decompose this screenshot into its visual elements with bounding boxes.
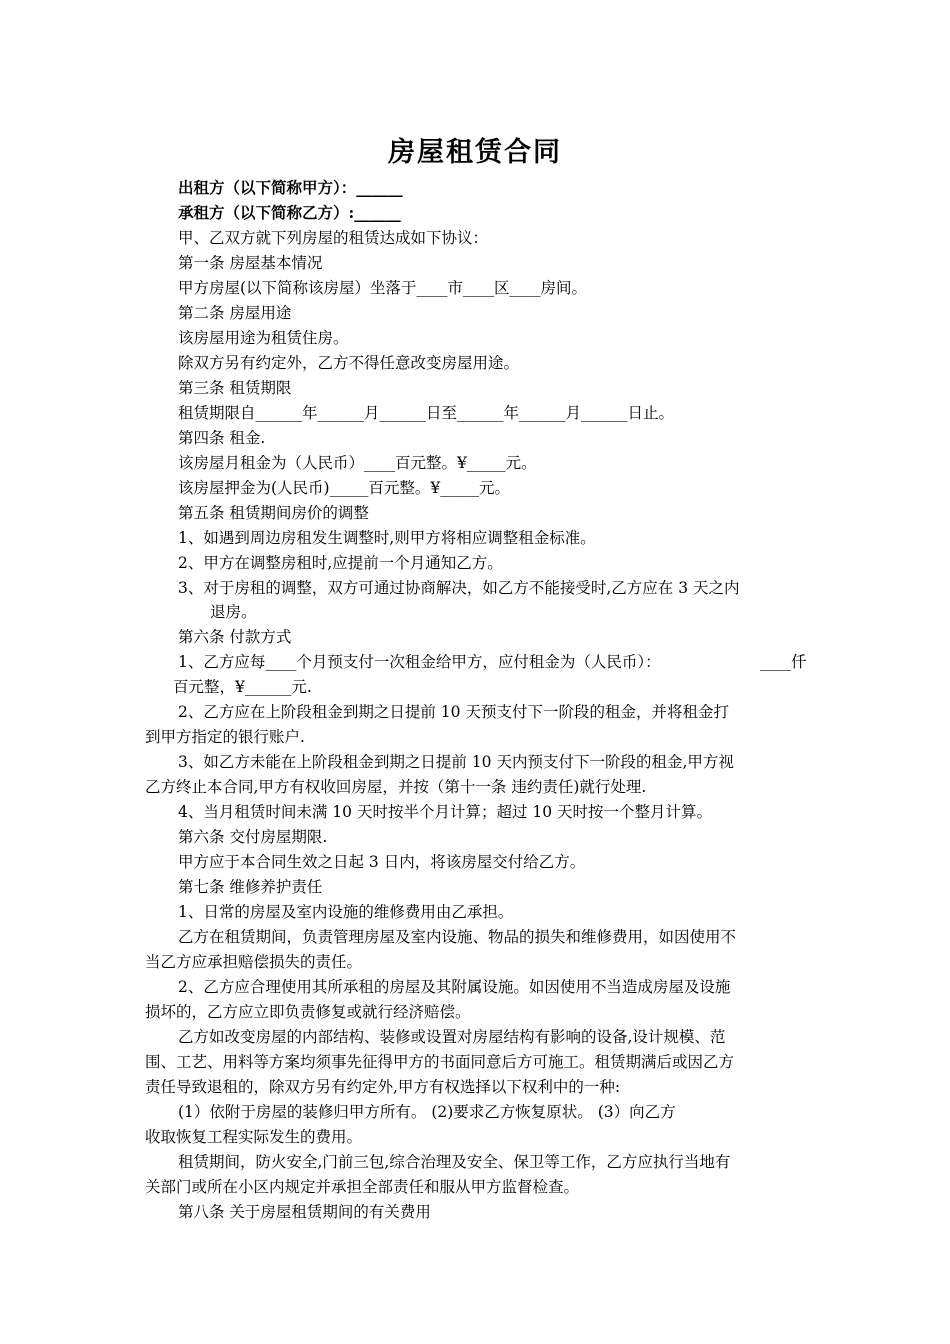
article-7-para-3-cont: 关部门或所在小区内规定并承担全部责任和服从甲方监督检查。 <box>145 1178 580 1196</box>
article-1-text: 甲方房屋(以下简称该房屋）坐落于____市____区____房间。 <box>178 279 588 297</box>
article-2-text-2: 除双方另有约定外，乙方不得任意改变房屋用途。 <box>178 354 520 372</box>
lessee-line: 承租方（以下简称乙方）:______ <box>178 203 401 222</box>
intro-line: 甲、乙双方就下列房屋的租赁达成如下协议： <box>178 229 489 247</box>
article-7-para-2: 乙方如改变房屋的内部结构、装修或设置对房屋结构有影响的设备,设计规模、范 <box>178 1028 726 1046</box>
article-7-para-2-cont-1: 围、工艺、用料等方案均须事先征得甲方的书面同意后方可施工。租赁期满后或因乙方 <box>145 1053 735 1071</box>
article-7-para-1: 乙方在租赁期间，负责管理房屋及室内设施、物品的损失和维修费用，如因使用不 <box>178 928 737 946</box>
article-6-item-3: 3、如乙方未能在上阶段租金到期之日提前 10 天内预支付下一阶段的租金,甲方视 <box>178 753 734 771</box>
article-5-item-1: 1、如遇到周边房租发生调整时,则甲方将相应调整租金标准。 <box>178 529 596 547</box>
article-6-item-1-amount: ____仟 <box>760 653 807 671</box>
article-7-options: (1）依附于房屋的装修归甲方所有。 (2)要求乙方恢复原状。 (3）向乙方 <box>178 1103 676 1121</box>
article-4-rent: 该房屋月租金为（人民币）____百元整。¥_____元。 <box>178 454 537 472</box>
article-3-text: 租赁期限自______年______月______日至______年______月______日止。 <box>178 404 675 422</box>
article-7-heading: 第七条 维修养护责任 <box>178 878 323 896</box>
article-6b-heading: 第六条 交付房屋期限. <box>178 828 328 846</box>
article-7-item-2-cont: 损坏的，乙方应立即负责修复或就行经济赔偿。 <box>145 1003 471 1021</box>
article-6b-text: 甲方应于本合同生效之日起 3 日内，将该房屋交付给乙方。 <box>178 853 586 871</box>
article-6-item-2-cont: 到甲方指定的银行账户. <box>145 728 305 746</box>
article-2-text-1: 该房屋用途为租赁住房。 <box>178 329 349 347</box>
article-3-heading: 第三条 租赁期限 <box>178 379 292 397</box>
article-7-options-cont: 收取恢复工程实际发生的费用。 <box>145 1128 363 1146</box>
article-6-heading: 第六条 付款方式 <box>178 628 292 646</box>
article-5-item-3: 3、对于房租的调整，双方可通过协商解决，如乙方不能接受时,乙方应在 3 天之内 <box>178 579 740 597</box>
article-7-item-2: 2、乙方应合理使用其所承租的房屋及其附属设施。如因使用不当造成房屋及设施 <box>178 978 731 996</box>
article-5-heading: 第五条 租赁期间房价的调整 <box>178 504 369 522</box>
article-1-heading: 第一条 房屋基本情况 <box>178 254 323 272</box>
article-6-item-2: 2、乙方应在上阶段租金到期之日提前 10 天预支付下一阶段的租金，并将租金打 <box>178 703 729 721</box>
article-7-para-1-cont: 当乙方应承担赔偿损失的责任。 <box>145 953 363 971</box>
lessor-line: 出租方（以下简称甲方）：______ <box>178 178 403 197</box>
article-8-heading: 第八条 关于房屋租赁期间的有关费用 <box>178 1203 431 1221</box>
article-6-item-3-cont: 乙方终止本合同,甲方有权收回房屋，并按（第十一条 违约责任)就行处理. <box>145 778 647 796</box>
article-6-item-4: 4、当月租赁时间未满 10 天时按半个月计算；超过 10 天时按一个整月计算。 <box>178 803 713 821</box>
article-2-heading: 第二条 房屋用途 <box>178 304 292 322</box>
article-6-item-1: 1、乙方应每____个月预支付一次租金给甲方，应付租金为（人民币）： <box>178 653 661 671</box>
article-5-item-2: 2、甲方在调整房租时,应提前一个月通知乙方。 <box>178 554 503 572</box>
article-7-para-3: 租赁期间，防火安全,门前三包,综合治理及安全、保卫等工作，乙方应执行当地有 <box>178 1153 731 1171</box>
article-5-item-3-cont: 退房。 <box>210 603 257 621</box>
document-title: 房屋租赁合同 <box>388 137 562 168</box>
article-4-heading: 第四条 租金. <box>178 429 266 447</box>
article-7-item-1: 1、日常的房屋及室内设施的维修费用由乙承担。 <box>178 903 514 921</box>
article-4-deposit: 该房屋押金为(人民币)_____百元整。¥_____元。 <box>178 479 510 497</box>
article-6-item-1-cont: 百元整，¥______元. <box>173 678 312 696</box>
article-7-para-2-cont-2: 责任导致退租的，除双方另有约定外,甲方有权选择以下权利中的一种: <box>145 1078 621 1096</box>
